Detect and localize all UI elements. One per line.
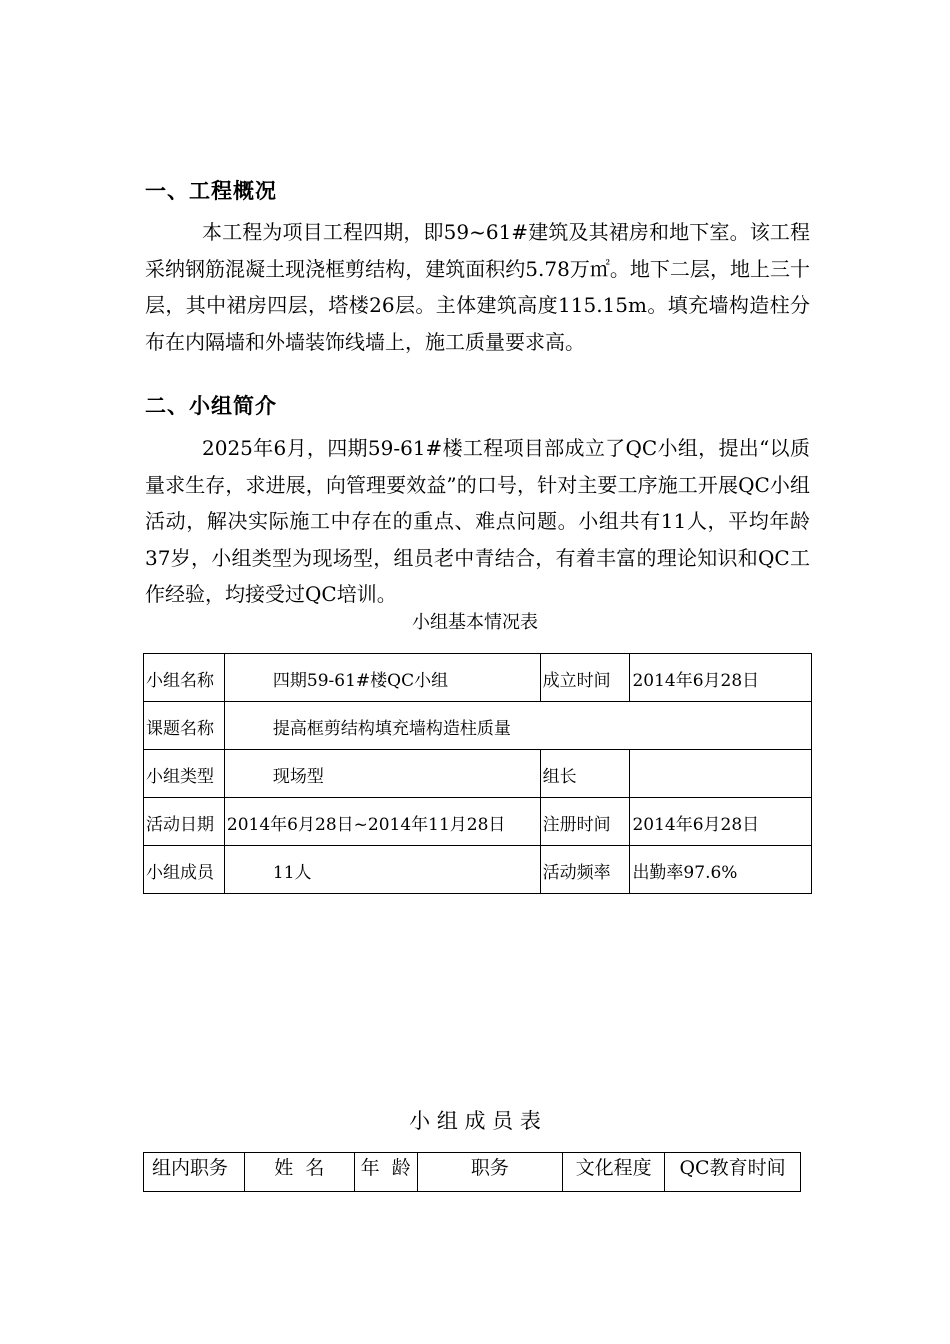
cell-label: 成立时间	[540, 654, 630, 702]
column-header: 组内职务	[144, 1153, 245, 1192]
table-header-row	[144, 1153, 801, 1192]
table-row	[144, 750, 812, 798]
cell-label: 小组成员	[144, 846, 225, 894]
cell-label: 小组名称	[144, 654, 225, 702]
column-header: 文化程度	[563, 1153, 665, 1192]
team-info-table	[143, 653, 812, 894]
cell-value: 提高框剪结构填充墙构造柱质量	[224, 702, 811, 750]
cell-label: 课题名称	[144, 702, 225, 750]
cell-value: 2014年6月28日~2014年11月28日	[224, 798, 540, 846]
cell-value: 2014年6月28日	[630, 798, 812, 846]
cell-value: 11人	[224, 846, 540, 894]
cell-label: 组长	[540, 750, 630, 798]
table-row	[144, 798, 812, 846]
column-header: QC教育时间	[665, 1153, 801, 1192]
table-row	[144, 702, 812, 750]
column-header: 姓 名	[244, 1153, 354, 1192]
overview-paragraph: 本工程为项目工程四期，即59~61#建筑及其裙房和地下室。该工程采纳钢筋混凝土现浇框剪结构，建筑面积约5.78万㎡。地下二层，地上三十层，其中裙房四层，塔楼26层。主体建筑高度115.15m。填充墙构造柱分布在内隔墙和外墙装饰线墙上，施工质量要求高。	[145, 220, 810, 354]
cell-label: 活动频率	[540, 846, 630, 894]
column-header: 年 龄	[354, 1153, 417, 1192]
info-table-caption: 小组基本情况表	[412, 612, 538, 633]
table-row	[144, 846, 812, 894]
cell-value: 四期59-61#楼QC小组	[224, 654, 540, 702]
cell-label: 小组类型	[144, 750, 225, 798]
cell-value: 现场型	[224, 750, 540, 798]
cell-value	[630, 750, 812, 798]
table-row	[144, 654, 812, 702]
member-table-caption: 小 组 成 员 表	[409, 1109, 541, 1133]
section-heading-overview: 一、工程概况	[145, 179, 277, 203]
cell-value: 2014年6月28日	[630, 654, 812, 702]
cell-label: 活动日期	[144, 798, 225, 846]
cell-value: 出勤率97.6%	[630, 846, 812, 894]
team-paragraph: 2025年6月，四期59-61#楼工程项目部成立了QC小组，提出“以质量求生存，求进展，向管理要效益”的口号，针对主要工序施工开展QC小组活动，解决实际施工中存在的重点、难点问题。小组共有11人，平均年龄37岁，小组类型为现场型，组员老中青结合，有着丰富的理论知识和QC工作经验，均接受过QC培训。	[145, 436, 810, 606]
section-heading-team: 二、小组简介	[145, 394, 277, 418]
cell-label: 注册时间	[540, 798, 630, 846]
column-header: 职务	[417, 1153, 563, 1192]
team-member-table	[143, 1152, 801, 1192]
